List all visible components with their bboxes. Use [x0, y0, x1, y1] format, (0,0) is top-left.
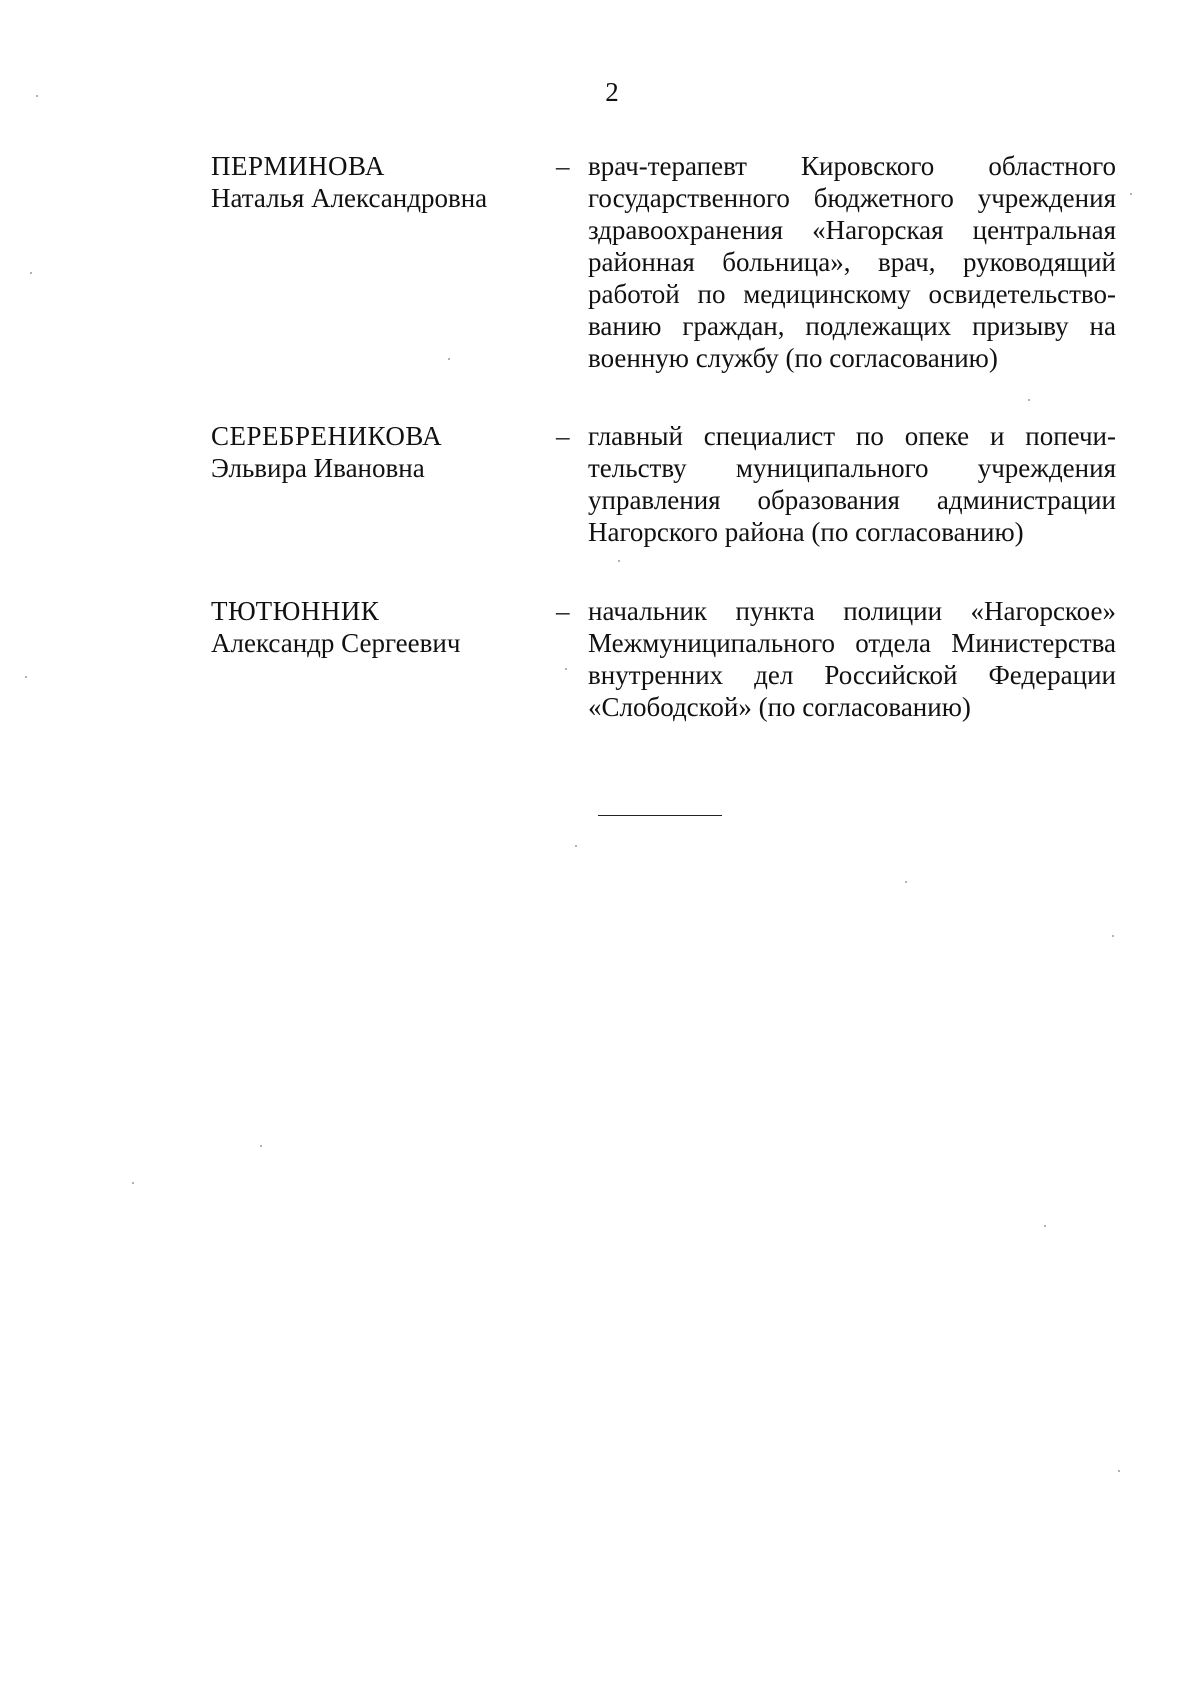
description-line: врач-терапевт Кировского областного	[588, 151, 1116, 181]
dash-separator: –	[556, 596, 570, 626]
scan-speck	[448, 358, 450, 360]
member-given-names: Александр Сергеевич	[211, 628, 461, 658]
description-line: тельству муниципального учреждения	[588, 453, 1116, 483]
end-of-list-rule	[598, 815, 722, 816]
scan-speck	[1028, 399, 1030, 401]
scan-speck	[575, 845, 577, 847]
member-surname: СЕРЕБРЕНИКОВА	[211, 421, 443, 451]
member-given-names: Эльвира Ивановна	[211, 453, 425, 483]
description-line: Нагорского района (по согласованию)	[588, 517, 1024, 547]
description-line: здравоохранения «Нагорская центральная	[588, 215, 1116, 245]
dash-separator: –	[556, 421, 570, 451]
description-line: работой по медицинскому освидетельство-	[588, 279, 1116, 309]
member-position-description	[588, 595, 1116, 723]
scan-speck	[132, 1182, 134, 1184]
scan-speck	[25, 676, 27, 678]
member-position-description	[588, 150, 1116, 374]
scan-speck	[618, 560, 620, 562]
description-line: ванию граждан, подлежащих призыву на	[588, 311, 1116, 341]
scan-speck	[30, 272, 32, 274]
description-line: начальник пункта полиции «Нагорское»	[588, 596, 1116, 626]
member-surname: ТЮТЮННИК	[211, 596, 380, 626]
scan-speck	[1112, 935, 1114, 937]
description-line: «Слободской» (по согласованию)	[588, 692, 971, 722]
description-line: внутренних дел Российской Федерации	[588, 660, 1116, 690]
description-line: Межмуниципального отдела Министерства	[588, 628, 1116, 658]
member-surname: ПЕРМИНОВА	[211, 151, 385, 181]
dash-separator: –	[556, 151, 570, 181]
scan-speck	[260, 1145, 262, 1147]
scan-speck	[1130, 193, 1132, 195]
scan-speck	[905, 881, 907, 883]
description-line: военную службу (по согласованию)	[588, 343, 998, 373]
description-line: управления образования администрации	[588, 485, 1116, 515]
page-number: 2	[605, 77, 619, 107]
description-line: государственного бюджетного учреждения	[588, 183, 1116, 213]
member-name	[211, 420, 531, 484]
member-position-description	[588, 420, 1116, 548]
description-line: районная больница», врач, руководящий	[588, 247, 1116, 277]
member-name	[211, 150, 531, 214]
scan-speck	[1118, 1470, 1120, 1472]
member-name	[211, 595, 531, 659]
description-line: главный специалист по опеке и попечи-	[588, 421, 1116, 451]
scan-speck	[565, 668, 567, 670]
scan-speck	[36, 95, 38, 97]
scan-speck	[1044, 1225, 1046, 1227]
member-given-names: Наталья Александровна	[211, 183, 488, 213]
